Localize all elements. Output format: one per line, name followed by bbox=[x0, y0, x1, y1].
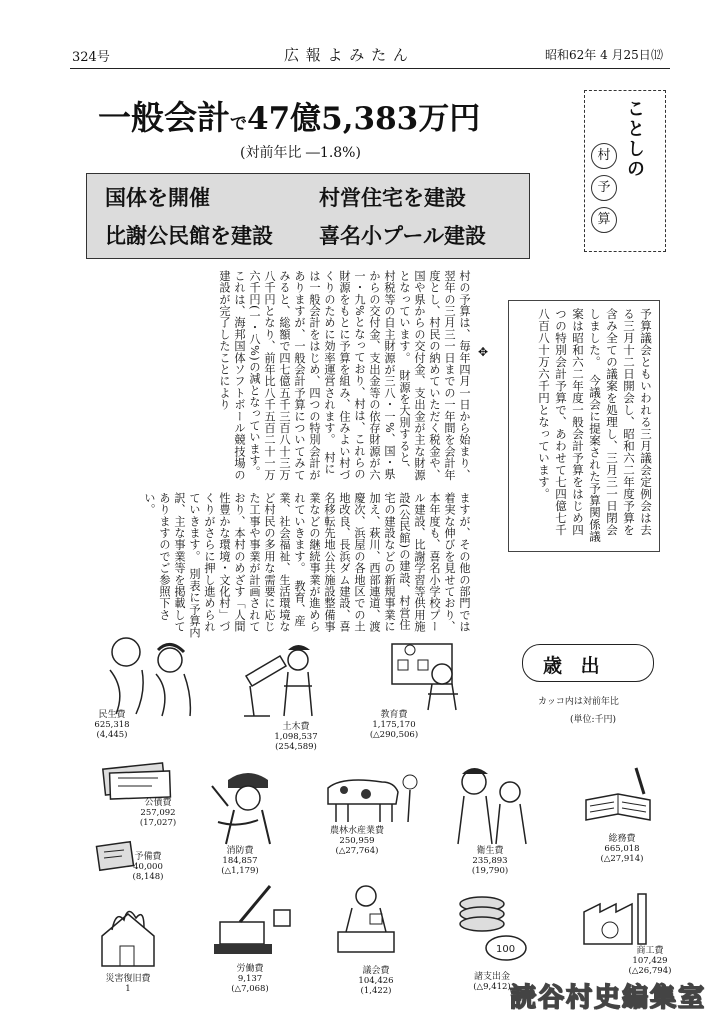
kotoshi-title: ことしの bbox=[624, 99, 645, 179]
expenditure-fire: 消防費 184,857 (△1,179) bbox=[221, 846, 259, 876]
expenditure-education: 教育費 1,175,170 (△290,506) bbox=[369, 710, 419, 740]
article-lower: ますが、その他の部門では着実な伸びを見せており、本年度も、喜名小学校プール建設、比謝学習等供用施設(公民館)の建設、村営住宅の建設などの新規事業に加え、萩川、西部連道、渡慶次、浜屋の各地区での土地改良、長浜ダム建設、喜名移転先地公共施設整備事業などの継続事業が進められていきます。 教育、産業、社会福祉、生活環境など村民の多用な需要に応じた工事や事業が計画されており、本村のめざす「人間性豊かな環境・文化村」づくりがさらに押し進められていきます。 別表に予算内訳、主な事業等を掲載してありますのでご参照下さい。 bbox=[143, 492, 471, 639]
headline-part1: 一般会計 bbox=[98, 98, 230, 137]
issue-number: 324号 bbox=[72, 50, 110, 65]
kotoshi-char-1: 村 bbox=[591, 143, 617, 169]
misc-expenditure-illustration bbox=[452, 888, 530, 968]
expenditure-commerce: 商工費 107,429 (△26,794) bbox=[628, 946, 672, 976]
archive-watermark: 読谷村史編集室 bbox=[509, 983, 706, 1013]
expenditure-badge bbox=[522, 644, 654, 682]
kotoshi-char-3: 算 bbox=[591, 207, 617, 233]
article-upper: 村の予算は、毎年四月一日から始まり、翌年の三月三一日までの一年間を会計年度とし、村民の納めていただく税金や、国や県からの交付金、支出金が主な財源となっています。 財源を大別すると、村税等の自主財源が三八・一%、国・県からの交付金、支出金等の依存財源が六一・九%となっており、村は、これらの財源をもとに予算を組み、住みよい村づくりのために効率運営されます。 村には一般会計をはじめ、四つの特別会計がありますが、一般会計予算についてみてみると、総額で四七億五千三百八十三万八千円となり、前年比八千五百二十一万六千円(一・八%)の減となっています。 これは、海邦国体ソフトボール競技場の建設が完了したことにより bbox=[218, 270, 471, 484]
hygiene-illustration bbox=[448, 764, 540, 848]
expenditure-public-debt: 公債費 257,092 (17,027) bbox=[139, 798, 177, 828]
civil-works-illustration bbox=[240, 636, 324, 720]
commerce-illustration bbox=[580, 888, 656, 948]
expenditure-welfare: 民生費 625,318 (4,445) bbox=[94, 710, 130, 740]
general-affairs-illustration bbox=[582, 764, 658, 834]
headline-part2: で bbox=[230, 114, 247, 134]
expenditure-note: カッコ内は対前年比 bbox=[538, 697, 619, 707]
header-rule bbox=[70, 68, 670, 69]
svg-text:100: 100 bbox=[496, 944, 516, 955]
ornament-icon: ✥ bbox=[478, 345, 489, 359]
assembly-illustration bbox=[330, 882, 402, 954]
expenditure-disaster: 災害復旧費 1 bbox=[105, 974, 151, 994]
highlights-box bbox=[86, 173, 530, 259]
highlight-kina-pool: 喜名小プール建設 bbox=[319, 223, 486, 248]
issue-date: 昭和62年 4 月25日 bbox=[545, 48, 651, 62]
expenditure-reserve: 予備費 40,000 (8,148) bbox=[132, 852, 164, 882]
expenditure-general-affairs: 総務費 665,018 (△27,914) bbox=[600, 834, 644, 864]
highlight-village-housing: 村営住宅を建設 bbox=[319, 185, 466, 210]
expenditure-misc: 諸支出金 (△9,412) bbox=[473, 972, 511, 992]
labor-illustration bbox=[210, 882, 294, 958]
kotoshi-box bbox=[584, 90, 666, 252]
expenditure-title: 歳 出 bbox=[543, 655, 606, 677]
newsletter-title: 広 報 よ み た ん bbox=[284, 46, 409, 64]
headline-part3: 47億5,383万円 bbox=[247, 101, 481, 137]
headline bbox=[98, 92, 480, 139]
page-number: ⑿ bbox=[651, 48, 664, 62]
expenditure-hygiene: 衛生費 235,893 (19,790) bbox=[471, 846, 509, 876]
education-illustration bbox=[388, 636, 472, 712]
disaster-illustration bbox=[94, 900, 164, 970]
expenditure-civil-works: 土木費 1,098,537 (254,589) bbox=[274, 722, 318, 752]
highlight-national-games: 国体を開催 bbox=[105, 185, 210, 210]
kotoshi-char-2: 予 bbox=[591, 175, 617, 201]
headline-sub: (対前年比 ―1.8%) bbox=[240, 145, 361, 161]
highlight-hija-hall: 比謝公民館を建設 bbox=[105, 223, 273, 248]
kotoshi-circles bbox=[591, 143, 617, 233]
expenditure-agriculture: 農林水産業費 250,959 (△27,764) bbox=[329, 826, 384, 856]
fire-illustration bbox=[208, 766, 292, 846]
intro-paragraph: 予算議会ともいわれる三月議会定例会は去る三月十二日開会し、昭和六二年度予算を含み全ての議案を処理し、三月三一日閉会しました。 今議会に提案された予算関係議案は昭和六二年度一般会計予算をはじめ四つの特別会計予算で、あわせて七四億七千八百八十万六千円となっています。 bbox=[537, 308, 653, 543]
expenditure-labor: 労働費 9,137 (△7,068) bbox=[231, 964, 269, 994]
expenditure-unit: (単位:千円) bbox=[570, 715, 617, 725]
welfare-illustration bbox=[96, 630, 206, 718]
expenditure-assembly: 議会費 104,426 (1,422) bbox=[358, 966, 394, 996]
agriculture-illustration bbox=[322, 772, 422, 826]
